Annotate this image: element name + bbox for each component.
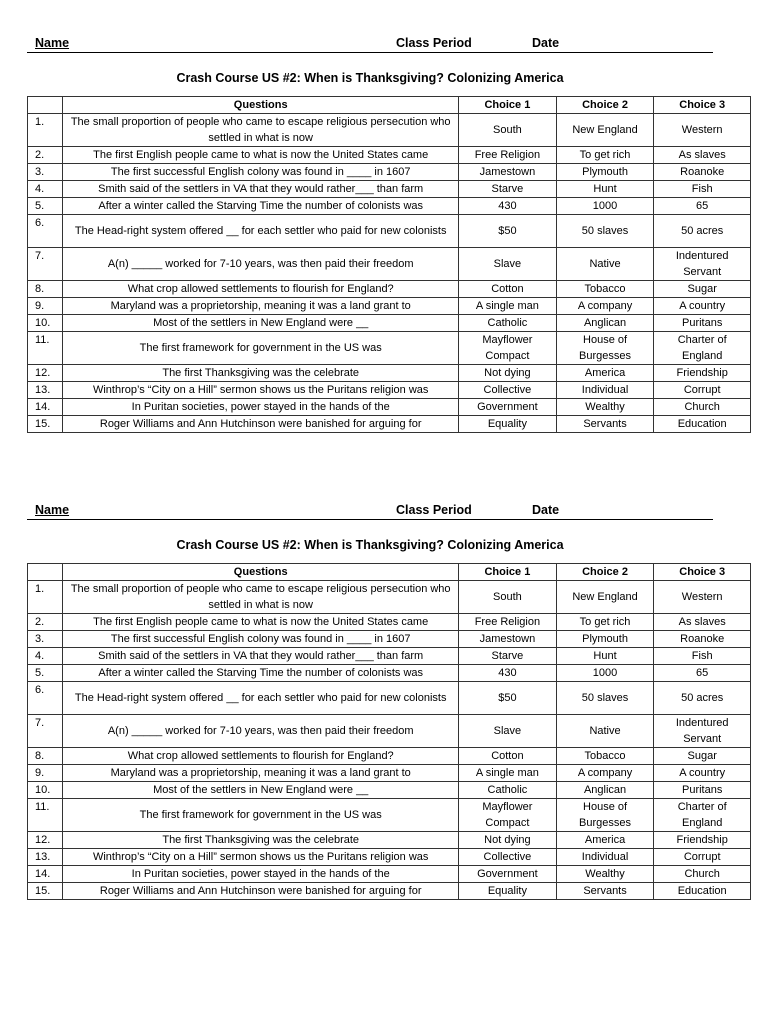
table-row: [28, 799, 751, 832]
questions-table: [27, 563, 751, 900]
choice-2-cell: Plymouth: [556, 631, 654, 648]
choice-2-cell: To get rich: [556, 614, 654, 631]
choice-1-cell: Starve: [459, 648, 557, 665]
questions-header: Questions: [63, 564, 459, 581]
choice-3-cell: 50 acres: [654, 215, 751, 248]
table-row: [28, 215, 751, 248]
row-number: 14.: [28, 399, 63, 416]
choice-2-cell: House of Burgesses: [556, 332, 654, 365]
table-row: [28, 883, 751, 900]
choice-1-cell: $50: [459, 215, 557, 248]
table-row: [28, 614, 751, 631]
row-number: 15.: [28, 416, 63, 433]
choice-1-cell: South: [459, 581, 557, 614]
choice-1-cell: South: [459, 114, 557, 147]
choice-3-cell: Puritans: [654, 315, 751, 332]
table-row: [28, 416, 751, 433]
row-number: 3.: [28, 631, 63, 648]
choice-3-cell: Sugar: [654, 748, 751, 765]
question-text: The first English people came to what is now the United States came: [63, 614, 459, 631]
choice-2-cell: Anglican: [556, 315, 654, 332]
choice-1-cell: Government: [459, 866, 557, 883]
row-number: 3.: [28, 164, 63, 181]
question-text: The first successful English colony was found in ____ in 1607: [63, 631, 459, 648]
table-row: [28, 248, 751, 281]
question-text: After a winter called the Starving Time the number of colonists was: [63, 198, 459, 215]
choice-3-header: Choice 3: [654, 97, 751, 114]
choice-1-cell: 430: [459, 665, 557, 682]
choice-3-cell: As slaves: [654, 614, 751, 631]
choice-1-cell: A single man: [459, 765, 557, 782]
choice-2-cell: A company: [556, 765, 654, 782]
choice-1-cell: Catholic: [459, 315, 557, 332]
choice-2-cell: Plymouth: [556, 164, 654, 181]
table-row: [28, 665, 751, 682]
table-row: [28, 298, 751, 315]
table-header-row: [28, 97, 751, 114]
question-text: The first English people came to what is now the United States came: [63, 147, 459, 164]
choice-3-cell: Church: [654, 399, 751, 416]
question-text: The Head-right system offered __ for each settler who paid for new colonists: [63, 682, 459, 715]
choice-3-cell: As slaves: [654, 147, 751, 164]
question-text: Most of the settlers in New England were __: [63, 315, 459, 332]
table-row: [28, 832, 751, 849]
row-number: 15.: [28, 883, 63, 900]
table-row: [28, 332, 751, 365]
question-text: Maryland was a proprietorship, meaning it was a land grant to: [63, 298, 459, 315]
table-row: [28, 682, 751, 715]
choice-3-cell: Education: [654, 883, 751, 900]
choice-3-cell: Church: [654, 866, 751, 883]
choice-1-cell: Equality: [459, 416, 557, 433]
questions-header: Questions: [63, 97, 459, 114]
choice-2-cell: Hunt: [556, 648, 654, 665]
row-number: 11.: [28, 332, 63, 365]
question-text: Smith said of the settlers in VA that they would rather___ than farm: [63, 648, 459, 665]
row-number: 4.: [28, 181, 63, 198]
choice-2-cell: House of Burgesses: [556, 799, 654, 832]
choice-2-cell: America: [556, 832, 654, 849]
question-text: The first Thanksgiving was the celebrate: [63, 832, 459, 849]
row-number: 14.: [28, 866, 63, 883]
choice-3-cell: 65: [654, 198, 751, 215]
choice-2-cell: Tobacco: [556, 748, 654, 765]
table-row: [28, 849, 751, 866]
row-number: 11.: [28, 799, 63, 832]
choice-1-cell: Free Religion: [459, 147, 557, 164]
question-text: The first successful English colony was found in ____ in 1607: [63, 164, 459, 181]
table-row: [28, 114, 751, 147]
question-text: The first framework for government in the US was: [63, 799, 459, 832]
number-header: [28, 564, 63, 581]
choice-2-cell: 50 slaves: [556, 215, 654, 248]
choice-2-cell: A company: [556, 298, 654, 315]
name-label: Name: [35, 503, 70, 517]
row-number: 7.: [28, 248, 63, 281]
question-text: What crop allowed settlements to flourish for England?: [63, 281, 459, 298]
choice-1-header: Choice 1: [459, 564, 557, 581]
choice-2-cell: America: [556, 365, 654, 382]
question-text: What crop allowed settlements to flourish for England?: [63, 748, 459, 765]
choice-1-cell: Government: [459, 399, 557, 416]
table-row: [28, 866, 751, 883]
date-label: Date: [532, 36, 560, 50]
choice-1-cell: A single man: [459, 298, 557, 315]
name-label: Name: [35, 36, 70, 50]
choice-3-cell: 65: [654, 665, 751, 682]
table-row: [28, 181, 751, 198]
question-text: Winthrop’s “City on a Hill” sermon shows us the Puritans religion was: [63, 849, 459, 866]
row-number: 6.: [28, 682, 63, 715]
worksheet-top: [27, 36, 729, 433]
row-number: 1.: [28, 114, 63, 147]
table-row: [28, 581, 751, 614]
choice-1-cell: Mayflower Compact: [459, 332, 557, 365]
question-text: A(n) _____ worked for 7-10 years, was then paid their freedom: [63, 248, 459, 281]
row-number: 2.: [28, 147, 63, 164]
row-number: 2.: [28, 614, 63, 631]
table-row: [28, 648, 751, 665]
table-row: [28, 782, 751, 799]
choice-3-cell: Western: [654, 581, 751, 614]
choice-2-cell: Hunt: [556, 181, 654, 198]
question-text: Smith said of the settlers in VA that they would rather___ than farm: [63, 181, 459, 198]
question-text: Roger Williams and Ann Hutchinson were banished for arguing for: [63, 883, 459, 900]
choice-3-cell: Puritans: [654, 782, 751, 799]
questions-table: [27, 96, 751, 433]
row-number: 13.: [28, 382, 63, 399]
choice-3-cell: Indentured Servant: [654, 715, 751, 748]
table-row: [28, 715, 751, 748]
choice-1-cell: Not dying: [459, 832, 557, 849]
choice-1-cell: Collective: [459, 382, 557, 399]
table-body: [28, 581, 751, 900]
row-number: 7.: [28, 715, 63, 748]
choice-1-header: Choice 1: [459, 97, 557, 114]
choice-1-cell: 430: [459, 198, 557, 215]
worksheet-title: Crash Course US #2: When is Thanksgiving? Colonizing America: [176, 538, 564, 552]
row-number: 10.: [28, 315, 63, 332]
choice-1-cell: Catholic: [459, 782, 557, 799]
choice-3-cell: Fish: [654, 648, 751, 665]
choice-2-cell: Servants: [556, 416, 654, 433]
choice-3-cell: Sugar: [654, 281, 751, 298]
choice-1-cell: Starve: [459, 181, 557, 198]
question-text: In Puritan societies, power stayed in the hands of the: [63, 399, 459, 416]
choice-3-cell: Indentured Servant: [654, 248, 751, 281]
class-period-label: Class Period: [396, 36, 472, 50]
choice-3-cell: Corrupt: [654, 849, 751, 866]
choice-2-cell: Servants: [556, 883, 654, 900]
row-number: 8.: [28, 281, 63, 298]
table-row: [28, 147, 751, 164]
choice-2-cell: Native: [556, 248, 654, 281]
question-text: After a winter called the Starving Time the number of colonists was: [63, 665, 459, 682]
row-number: 12.: [28, 365, 63, 382]
choice-1-cell: Cotton: [459, 281, 557, 298]
table-row: [28, 281, 751, 298]
choice-2-cell: Wealthy: [556, 399, 654, 416]
choice-2-header: Choice 2: [556, 564, 654, 581]
worksheet-bottom: [27, 503, 729, 900]
question-text: The small proportion of people who came to escape religious persecution who settled in what is now: [63, 581, 459, 614]
table-header-row: [28, 564, 751, 581]
row-number: 10.: [28, 782, 63, 799]
table-row: [28, 765, 751, 782]
table-row: [28, 631, 751, 648]
row-number: 5.: [28, 665, 63, 682]
choice-2-cell: New England: [556, 114, 654, 147]
choice-3-cell: Charter of England: [654, 332, 751, 365]
table-body: [28, 114, 751, 433]
date-label: Date: [532, 503, 560, 517]
header-line: [27, 503, 713, 520]
table-row: [28, 198, 751, 215]
table-row: [28, 164, 751, 181]
choice-3-cell: 50 acres: [654, 682, 751, 715]
choice-1-cell: Free Religion: [459, 614, 557, 631]
row-number: 12.: [28, 832, 63, 849]
row-number: 9.: [28, 765, 63, 782]
table-row: [28, 315, 751, 332]
choice-3-cell: Western: [654, 114, 751, 147]
choice-2-cell: To get rich: [556, 147, 654, 164]
choice-1-cell: Slave: [459, 248, 557, 281]
choice-2-cell: New England: [556, 581, 654, 614]
choice-1-cell: Collective: [459, 849, 557, 866]
table-row: [28, 365, 751, 382]
row-number: 8.: [28, 748, 63, 765]
choice-2-cell: 50 slaves: [556, 682, 654, 715]
choice-2-cell: Wealthy: [556, 866, 654, 883]
choice-1-cell: Equality: [459, 883, 557, 900]
class-period-label: Class Period: [396, 503, 472, 517]
choice-2-cell: Individual: [556, 382, 654, 399]
choice-3-cell: Education: [654, 416, 751, 433]
choice-2-cell: Native: [556, 715, 654, 748]
choice-3-cell: Roanoke: [654, 164, 751, 181]
choice-2-cell: 1000: [556, 665, 654, 682]
header-line: [27, 36, 713, 53]
choice-3-cell: Fish: [654, 181, 751, 198]
choice-1-cell: Slave: [459, 715, 557, 748]
choice-3-cell: A country: [654, 298, 751, 315]
question-text: The small proportion of people who came to escape religious persecution who settled in what is now: [63, 114, 459, 147]
choice-3-cell: Friendship: [654, 832, 751, 849]
choice-3-cell: A country: [654, 765, 751, 782]
question-text: The first framework for government in the US was: [63, 332, 459, 365]
choice-2-cell: Anglican: [556, 782, 654, 799]
choice-1-cell: Cotton: [459, 748, 557, 765]
choice-2-cell: Individual: [556, 849, 654, 866]
table-row: [28, 399, 751, 416]
question-text: Most of the settlers in New England were __: [63, 782, 459, 799]
choice-1-cell: Not dying: [459, 365, 557, 382]
choice-2-cell: Tobacco: [556, 281, 654, 298]
row-number: 1.: [28, 581, 63, 614]
row-number: 13.: [28, 849, 63, 866]
choice-2-header: Choice 2: [556, 97, 654, 114]
question-text: Maryland was a proprietorship, meaning it was a land grant to: [63, 765, 459, 782]
choice-3-cell: Corrupt: [654, 382, 751, 399]
question-text: Winthrop’s “City on a Hill” sermon shows us the Puritans religion was: [63, 382, 459, 399]
table-row: [28, 748, 751, 765]
table-row: [28, 382, 751, 399]
worksheet-title: Crash Course US #2: When is Thanksgiving? Colonizing America: [176, 71, 564, 85]
question-text: A(n) _____ worked for 7-10 years, was then paid their freedom: [63, 715, 459, 748]
choice-3-header: Choice 3: [654, 564, 751, 581]
number-header: [28, 97, 63, 114]
choice-1-cell: Jamestown: [459, 631, 557, 648]
choice-3-cell: Charter of England: [654, 799, 751, 832]
question-text: In Puritan societies, power stayed in the hands of the: [63, 866, 459, 883]
row-number: 5.: [28, 198, 63, 215]
choice-1-cell: $50: [459, 682, 557, 715]
question-text: Roger Williams and Ann Hutchinson were banished for arguing for: [63, 416, 459, 433]
row-number: 4.: [28, 648, 63, 665]
choice-1-cell: Jamestown: [459, 164, 557, 181]
row-number: 9.: [28, 298, 63, 315]
question-text: The first Thanksgiving was the celebrate: [63, 365, 459, 382]
choice-3-cell: Roanoke: [654, 631, 751, 648]
choice-3-cell: Friendship: [654, 365, 751, 382]
choice-2-cell: 1000: [556, 198, 654, 215]
question-text: The Head-right system offered __ for each settler who paid for new colonists: [63, 215, 459, 248]
choice-1-cell: Mayflower Compact: [459, 799, 557, 832]
row-number: 6.: [28, 215, 63, 248]
